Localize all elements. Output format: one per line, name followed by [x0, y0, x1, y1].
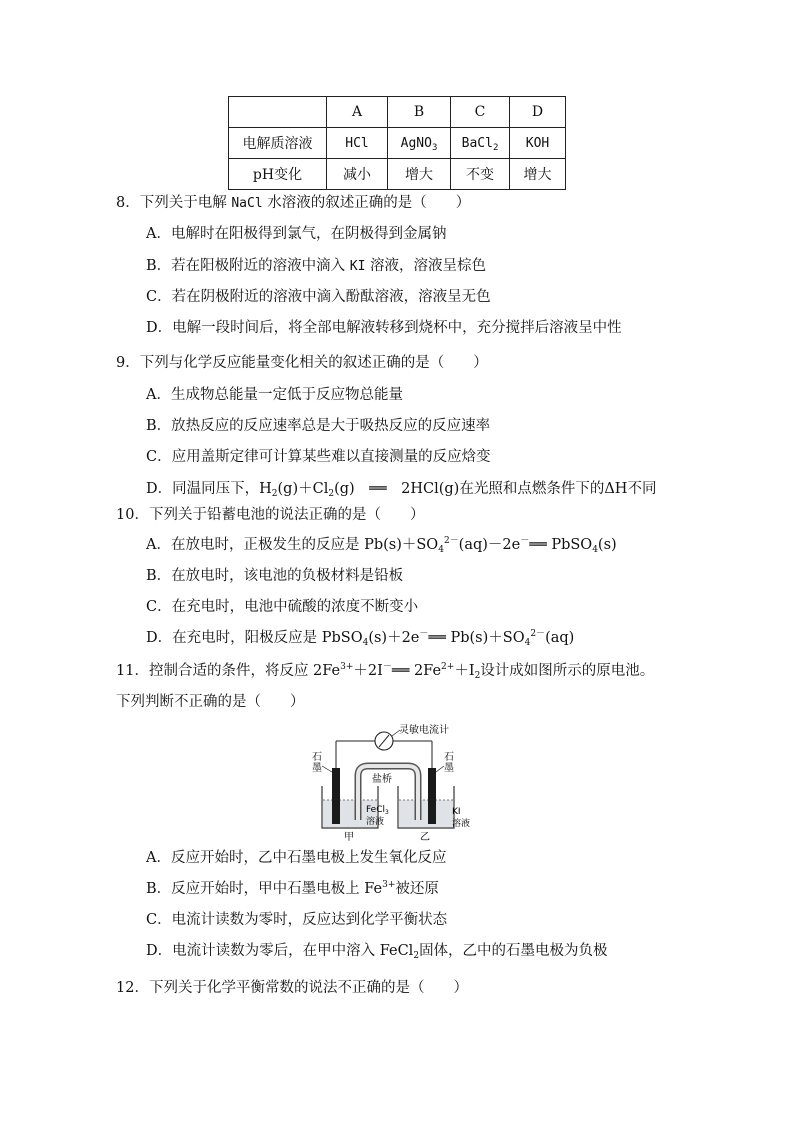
table-cell	[388, 128, 451, 159]
q8-stem: 8．下列关于电解 NaCl 水溶液的叙述正确的是（ ）	[116, 195, 471, 211]
q8-option-a: A．电解时在阳极得到氯气，在阴极得到金属钠	[146, 226, 447, 242]
q9-option-b: B．放热反应的反应速率总是大于吸热反应的反应速率	[146, 418, 491, 434]
q8-option-c: C．若在阴极附近的溶液中滴入酚酞溶液，溶液呈无色	[146, 289, 491, 305]
left-graphite-electrode	[332, 768, 340, 824]
q10-option-d: D．在充电时，阳极反应是 PbSO$_4$(s)＋2e－══ $Pb(s)+SO_4^{2-}(aq)$	[146, 629, 575, 648]
table-row	[229, 159, 566, 190]
galvanic-cell-diagram	[300, 720, 480, 845]
q11-stem-line2: 下列判断不正确的是（ ）	[116, 694, 305, 710]
q8-option-b: B．若在阳极附近的溶液中滴入 KI 溶液，溶液呈棕色	[146, 258, 487, 274]
table-header-row	[229, 97, 566, 128]
right-label-pointer	[436, 766, 444, 772]
galvanometer-icon	[375, 732, 393, 750]
table-cell	[510, 128, 566, 159]
table-cell: 不变	[451, 159, 510, 190]
table-row-label: 电解质溶液	[229, 128, 327, 159]
table-header-cell: D	[510, 97, 566, 128]
left-electrode-label: 墨	[312, 763, 322, 774]
table-header-cell: B	[388, 97, 451, 128]
q10-stem: 10．下列关于铅蓄电池的说法正确的是（ ）	[116, 507, 425, 523]
right-solution-label: 溶液	[452, 819, 471, 829]
q11-stem: 11．控制合适的条件，将反应 $2Fe^{3+}+2I^-══$ $2Fe^{2+}+I_2$设计成如图所示的原电池。	[116, 662, 655, 681]
right-electrode-label: 墨	[444, 763, 454, 774]
q11-option-d: D．电流计读数为零后，在甲中溶入 FeCl$_2$固体，乙中的石墨电极为负极	[146, 943, 608, 961]
table-header-cell: C	[451, 97, 510, 128]
table-cell-text: BaCl	[461, 135, 493, 151]
q9-option-c: C．应用盖斯定律可计算某些难以直接测量的反应焓变	[146, 449, 491, 465]
table-cell-text: AgNO	[400, 135, 432, 151]
right-graphite-electrode	[428, 768, 436, 824]
table-cell: 减小	[327, 159, 388, 190]
table-cell	[327, 128, 388, 159]
meter-label: 灵敏电流计	[399, 725, 449, 736]
table-cell-text: KOH	[525, 135, 550, 151]
q10-option-c: C．在充电时，电池中硫酸的浓度不断变小	[146, 599, 419, 615]
table-header-cell: A	[327, 97, 388, 128]
left-electrode-label: 石	[312, 752, 322, 763]
table-header-cell	[229, 97, 327, 128]
salt-bridge-label: 盐桥	[372, 774, 392, 785]
table-cell-sub: 3	[431, 142, 438, 153]
q12-stem: 12．下列关于化学平衡常数的说法不正确的是（ ）	[116, 980, 468, 996]
electrolysis-table	[228, 96, 566, 190]
right-electrode-label: 石	[444, 752, 454, 763]
left-solution-formula: FeCl$_3$	[366, 805, 389, 816]
table-row-label: pH变化	[229, 159, 327, 190]
right-solution-formula: KI	[452, 807, 461, 817]
left-beaker-label: 甲	[344, 832, 354, 843]
q9-option-d: D．同温同压下，$H_2(g)+Cl_2(g)$ ══ 2HCl(g)在光照和点燃条件下的ΔH不同	[146, 481, 657, 499]
table-cell-sub: 2	[492, 142, 499, 153]
q11-option-b: B．反应开始时，甲中石墨电极上 $Fe^{3+}$被还原	[146, 880, 439, 897]
q9-option-a: A．生成物总能量一定低于反应物总能量	[146, 387, 403, 403]
left-label-pointer	[322, 766, 332, 772]
table-cell: 增大	[388, 159, 451, 190]
table-row	[229, 128, 566, 159]
right-beaker-label: 乙	[420, 832, 430, 843]
left-solution-label: 溶液	[366, 817, 385, 827]
q10-option-b: B．在放电时，该电池的负极材料是铅板	[146, 568, 404, 584]
q10-option-a: A．在放电时，正极发生的反应是 $Pb(s)+SO_4^{2-}(aq)-2e^-══$ PbSO$_4$(s)	[146, 536, 617, 555]
q11-option-a: A．反应开始时，乙中石墨电极上发生氧化反应	[146, 850, 447, 866]
table-cell-text: HCl	[345, 135, 369, 151]
table-cell: 增大	[510, 159, 566, 190]
right-solution-fill	[399, 800, 453, 827]
table-cell	[451, 128, 510, 159]
q9-stem: 9．下列与化学反应能量变化相关的叙述正确的是（ ）	[116, 355, 488, 371]
q8-option-d: D．电解一段时间后，将全部电解液转移到烧杯中，充分搅拌后溶液呈中性	[146, 320, 622, 336]
q11-option-c: C．电流计读数为零时，反应达到化学平衡状态	[146, 912, 448, 928]
